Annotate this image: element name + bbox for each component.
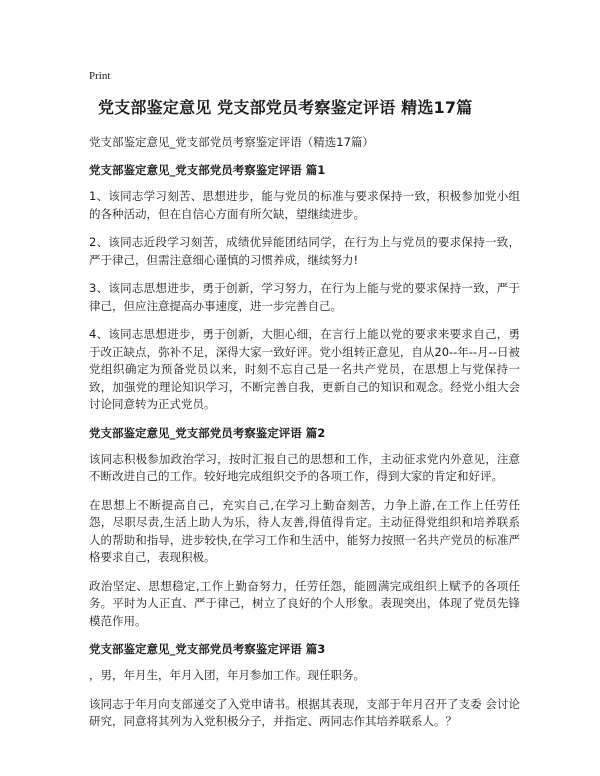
paragraph: 4、该同志思想进步，勇于创新，大胆心细，在言行上能以党的要求来要求自己，勇于改正缺点，弥补不足，深得大家一致好评。党小组转正意见，自从20--年--月--日被党组织确定为预备党员以来，时刻不忘自己是一名共产党员，在思想上与党保持一致，加强党的理论知识学习，不断完善自我，更新自己的知识和观念。经党小组大会讨论同意转为正式党员。 [89, 327, 520, 411]
paragraph: 该同志积极参加政治学习，按时汇报自己的思想和工作，主动征求党内外意见，注意不断改进自己的工作。较好地完成组织交予的各项工作，得到大家的肯定和好评。 [89, 451, 520, 483]
section-3 [89, 641, 520, 731]
paragraph: 1、该同志学习刻苦、思想进步，能与党员的标准与要求保持一致，积极参加党小组的各种活动，但在自信心方面有所欠缺，望继续进步。 [89, 189, 520, 221]
paragraph: ，男，年月生，年月入团，年月参加工作。现任职务。 [89, 668, 365, 682]
section-heading: 党支部鉴定意见_党支部党员考察鉴定评语 篇3 [89, 642, 326, 656]
document-subtitle: 党支部鉴定意见_党支部党员考察鉴定评语（精选17篇） [89, 135, 374, 149]
paragraph: 在思想上不断提高自己，充实自己,在学习上勤奋刻苦，力争上游,在工作上任劳任怨，尽职尽责,生活上助人为乐，待人友善,得值得肯定。主动征得党组织和培养联系人的帮助和指导，进步较快,在学习工作和生活中，能努力按照一名共产党员的标准严格要求自己，表现积极。 [89, 497, 520, 564]
print-label[interactable]: Print [89, 70, 111, 82]
section-heading: 党支部鉴定意见_党支部党员考察鉴定评语 篇2 [89, 425, 326, 440]
paragraph: 2、该同志近段学习刻苦，成绩优异能团结同学，在行为上与党员的要求保持一致，严于律己，但需注意细心谨慎的习惯养成，继续努力! [89, 235, 520, 267]
section-heading: 党支部鉴定意见_党支部党员考察鉴定评语 篇1 [89, 163, 326, 177]
section-2 [89, 425, 520, 631]
paragraph: 政治坚定、思想稳定,工作上勤奋努力，任劳任怨，能圆满完成组织上赋予的各项任务。平时为人正直、严于律己，树立了良好的个人形象。表现突出，体现了党员先锋模范作用。 [89, 578, 520, 628]
paragraph: 该同志于年月向支部递交了入党申请书。根据其表现，支部于年月召开了支委 会讨论研究，同意将其列为入党积极分子，并指定、两同志作其培养联系人。？ [89, 696, 520, 728]
section-1 [89, 162, 520, 414]
paragraph: 3、该同志思想进步，勇于创新，学习努力，在行为上能与党的要求保持一致，严于律己，但应注意提高办事速度，进一步完善自己。 [89, 281, 520, 313]
document-title: 党支部鉴定意见 党支部党员考察鉴定评语 精选17篇 [98, 98, 473, 117]
